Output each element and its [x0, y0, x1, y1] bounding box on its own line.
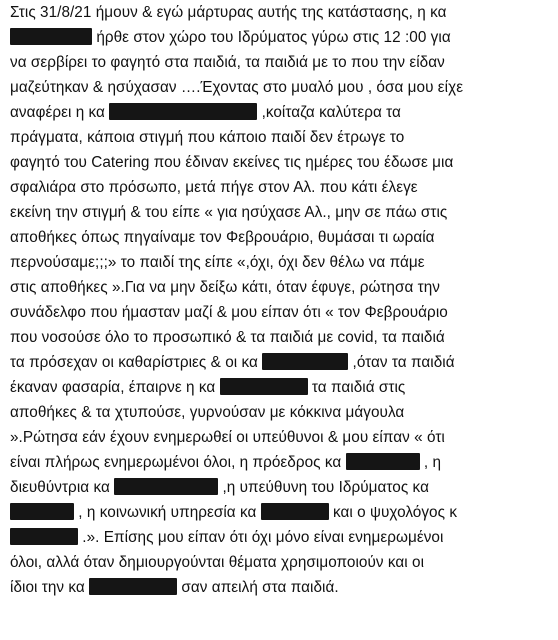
text-line-2: [10, 27, 451, 49]
redaction-block: [10, 528, 78, 545]
text-line-13: [10, 302, 448, 324]
text-line-4: [10, 77, 463, 99]
text-line-3: [10, 52, 445, 74]
redaction-block: [89, 578, 177, 595]
line-4-text: μαζεύτηκαν & ησύχασαν ….Έχοντας στο μυαλό μου , όσα μου είχε: [10, 79, 464, 96]
text-line-1: [10, 2, 447, 24]
text-line-8: [10, 177, 418, 199]
text-line-19: [10, 452, 441, 474]
text-line-21: [10, 502, 457, 524]
text-line-22: [10, 527, 443, 549]
text-line-24: [10, 577, 339, 599]
line-7-text: φαγητό του Catering που έδιναν εκείνες τις ημέρες του έδωσε μια: [10, 154, 454, 171]
text-line-5: [10, 102, 401, 124]
line-23-text: όλοι, αλλά όταν δημιουργούνται θέματα χρησιμοποιούν και οι: [10, 554, 425, 571]
line-8-text: σφαλιάρα στο πρόσωπο, μετά πήγε στον Αλ. που κάτι έλεγε: [10, 179, 418, 196]
line-16-text-b: τα παιδιά στις: [307, 379, 406, 396]
line-14-text: που νοσούσε όλο το προσωπικό & τα παιδιά με covid, τα παιδιά: [10, 329, 445, 346]
redaction-block: [109, 103, 257, 120]
redaction-block: [10, 503, 74, 520]
line-20-text-a: διευθύντρια κα: [10, 479, 115, 496]
redaction-block: [114, 478, 218, 495]
text-line-16: [10, 377, 405, 399]
line-24-text-a: ίδιοι την κα: [10, 579, 90, 596]
line-9-text: εκείνη την στιγμή & του είπε « για ησύχασε Αλ., μην σε πάω στις: [10, 204, 448, 221]
line-15-text-b: ,όταν τα παιδιά: [348, 354, 455, 371]
text-line-6: [10, 127, 404, 149]
text-line-7: [10, 152, 453, 174]
line-2-text: ήρθε στον χώρο του Ιδρύματος γύρω στις 12 :00 για: [96, 29, 451, 46]
text-line-20: [10, 477, 429, 499]
line-3-text: να σερβίρει το φαγητό στα παιδιά, τα παιδιά με το που την είδαν: [10, 54, 445, 71]
text-line-9: [10, 202, 447, 224]
line-6-text: πράγματα, κάποια στιγμή που κάποιο παιδί δεν έτρωγε το: [10, 129, 405, 146]
redaction-block: [346, 453, 420, 470]
line-22-text: .». Επίσης μου είπαν ότι όχι μόνο είναι ενημερωμένοι: [78, 529, 444, 546]
line-16-text-a: έκαναν φασαρία, έπαιρνε η κα: [10, 379, 220, 396]
line-19-text-b: , η: [419, 454, 442, 471]
line-12-text: στις αποθήκες ».Για να μην δείξω κάτι, όταν έφυγε, ρώτησα την: [10, 279, 440, 296]
line-17-text: αποθήκες & τα χτυπούσε, γυρνούσαν με κόκκινα μάγουλα: [10, 404, 405, 421]
line-1-text: Στις 31/8/21 ήμουν & εγώ μάρτυρας αυτής της κατάστασης, η κα: [10, 4, 447, 21]
redaction-block: [262, 353, 348, 370]
line-10-text: αποθήκες όπως πηγαίναμε τον Φεβρουάριο, θυμάσαι τι ωραία: [10, 229, 435, 246]
line-5-text-b: ,κοίταζα καλύτερα τα: [257, 104, 401, 121]
line-21-text-a: , η κοινωνική υπηρεσία κα: [74, 504, 261, 521]
redaction-block: [10, 28, 92, 45]
text-line-17: [10, 402, 404, 424]
text-line-15: [10, 352, 455, 374]
line-11-text: περνούσαμε;;;» το παιδί της είπε «,όχι, όχι δεν θέλω να πάμε: [10, 254, 425, 271]
text-line-10: [10, 227, 435, 249]
line-5-text-a: αναφέρει η κα: [10, 104, 110, 121]
line-15-text-a: τα πρόσεχαν οι καθαρίστριες & οι κα: [10, 354, 263, 371]
text-line-11: [10, 252, 425, 274]
redaction-block: [261, 503, 329, 520]
line-19-text-a: είναι πλήρως ενημερωμένοι όλοι, η πρόεδρος κα: [10, 454, 346, 471]
text-line-12: [10, 277, 440, 299]
redaction-block: [220, 378, 308, 395]
text-line-23: [10, 552, 424, 574]
line-21-text-b: και ο ψυχολόγος κ: [328, 504, 458, 521]
line-24-text-b: σαν απειλή στα παιδιά.: [177, 579, 339, 596]
text-line-18: [10, 427, 445, 449]
text-line-14: [10, 327, 445, 349]
line-13-text: συνάδελφο που ήμασταν μαζί & μου είπαν ότι « τον Φεβρουάριο: [10, 304, 448, 321]
line-20-text-b: ,η υπεύθυνη του Ιδρύματος κα: [218, 479, 429, 496]
line-18-text: ».Ρώτησα εάν έχουν ενημερωθεί οι υπεύθυνοι & μου είπαν « ότι: [10, 429, 445, 446]
